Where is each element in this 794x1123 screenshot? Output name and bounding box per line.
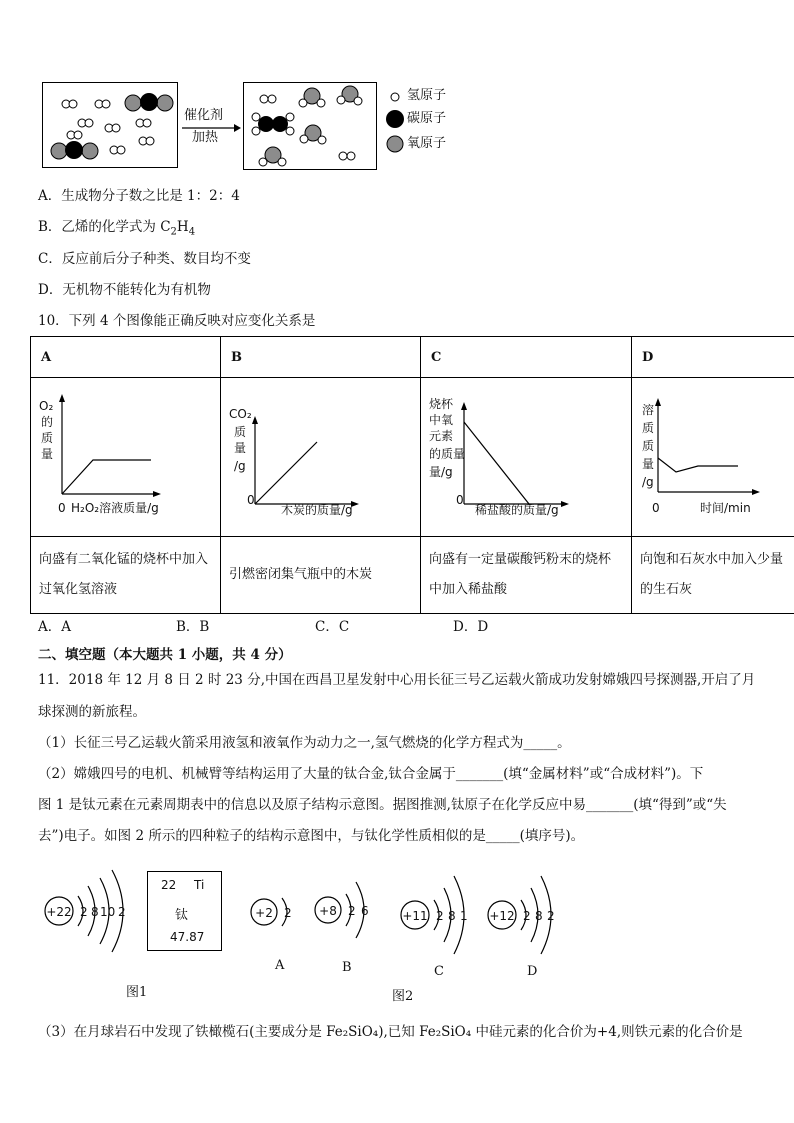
element-name: 钛 <box>175 908 189 923</box>
graph-b-svg <box>221 378 421 532</box>
fig2-particle-c <box>398 866 478 966</box>
q10-desc-a: 向盛有二氧化锰的烧杯中加入过氧化氢溶液 <box>31 537 221 614</box>
element-symbol: Ti <box>194 878 205 892</box>
svg-text:/g: /g <box>234 459 246 473</box>
q11-part3: （3）在月球岩石中发现了铁橄榄石(主要成分是 Fe₂SiO₄),已知 Fe₂SiO₄ 中硅元素的化合价为+4,则铁元素的化合价是 <box>38 1024 743 1040</box>
element-mass: 47.87 <box>170 930 205 944</box>
fig2-particle-d <box>484 866 564 966</box>
svg-text:量: 量 <box>41 447 54 461</box>
graph-a-curve <box>62 460 151 494</box>
element-number: 22 <box>161 878 177 892</box>
q10-answer-b: B．B <box>176 619 210 635</box>
fig1-ti-atom-structure <box>42 862 137 962</box>
graph-c <box>421 378 632 537</box>
q10-graph-row <box>31 378 794 537</box>
q10-answer-c: C．C <box>315 619 350 635</box>
products-box <box>243 82 377 170</box>
svg-text:0: 0 <box>456 493 464 507</box>
q11-stem-line2: 球探测的新旅程。 <box>38 704 146 720</box>
svg-text:/g: /g <box>642 475 654 489</box>
q11-part2-line1: （2）嫦娥四号的电机、机械臂等结构运用了大量的钛合金,钛合金属于_______(填“金属材料”或“合成材料”)。下 <box>38 766 704 782</box>
svg-text:中氧: 中氧 <box>429 413 454 427</box>
fig2-label-b: B <box>342 960 352 975</box>
svg-text:2: 2 <box>523 909 531 923</box>
graph-c-curve <box>464 422 529 504</box>
svg-text:量: 量 <box>234 441 247 455</box>
graph-a <box>31 378 221 537</box>
q11-part2-line3: 去”)电子。如图 2 所示的四种粒子的结构示意图中，与钛化学性质相似的是_____(填序号)。 <box>38 828 585 844</box>
atom-legend <box>385 86 475 156</box>
q9-option-a: A．生成物分子数之比是 1：2：4 <box>38 188 240 204</box>
fig2-label-a: A <box>275 958 285 973</box>
graph-d <box>632 378 794 537</box>
fig2-particle-b <box>310 872 380 952</box>
reactants-box <box>42 82 178 168</box>
svg-text:2: 2 <box>348 904 356 918</box>
section-title: 二、填空题（本大题共 1 小题，共 4 分） <box>38 647 292 663</box>
svg-text:2: 2 <box>118 905 126 919</box>
svg-text:量: 量 <box>642 457 655 471</box>
svg-text:元素: 元素 <box>429 429 454 443</box>
legend-item-hydrogen <box>385 86 475 108</box>
fig1-caption: 图1 <box>126 985 148 1000</box>
q10-stem: 10．下列 4 个图像能正确反映对应变化关系是 <box>38 313 316 329</box>
svg-text:2: 2 <box>284 906 292 920</box>
q9-option-d: D．无机物不能转化为有机物 <box>38 282 211 298</box>
q10-header-a: A <box>31 337 221 378</box>
svg-text:CO₂: CO₂ <box>229 407 252 421</box>
svg-text:O₂: O₂ <box>39 399 54 413</box>
reactants-molecules <box>43 83 177 167</box>
svg-text:溶: 溶 <box>642 403 655 417</box>
q9-option-c: C．反应前后分子种类、数目均不变 <box>38 251 251 267</box>
fig2-label-d: D <box>527 964 538 979</box>
q11-part1: （1）长征三号乙运载火箭采用液氢和液氧作为动力之一,氢气燃烧的化学方程式为_____。 <box>38 735 571 751</box>
q10-header-b: B <box>221 337 421 378</box>
q10-header-c: C <box>421 337 632 378</box>
svg-text:量/g: 量/g <box>429 465 453 479</box>
svg-text:质: 质 <box>642 439 655 453</box>
q10-header-row <box>31 337 794 378</box>
svg-text:0: 0 <box>652 501 660 515</box>
arrow-condition-bottom: 加热 <box>192 130 219 145</box>
legend-label: 碳原子 <box>407 111 447 126</box>
svg-text:的: 的 <box>41 415 54 429</box>
svg-text:质: 质 <box>234 425 247 439</box>
q10-desc-c: 向盛有一定量碳酸钙粉末的烧杯中加入稀盐酸 <box>421 537 632 614</box>
graph-d-svg <box>632 378 794 532</box>
svg-text:2: 2 <box>80 905 88 919</box>
q10-description-row <box>31 537 794 614</box>
svg-text:木炭的质量/g: 木炭的质量/g <box>281 503 353 517</box>
svg-text:6: 6 <box>361 904 369 918</box>
svg-text:+22: +22 <box>46 905 72 919</box>
svg-text:8: 8 <box>535 909 543 923</box>
svg-text:+2: +2 <box>255 906 273 920</box>
arrow-condition-top: 催化剂 <box>184 108 224 123</box>
hydrogen-atom-icon <box>388 90 402 104</box>
q11-part2-line2: 图 1 是钛元素在元素周期表中的信息以及原子结构示意图。据图推测,钛原子在化学反应中易_______(填“得到”或“失 <box>38 797 727 813</box>
svg-text:稀盐酸的质量/g: 稀盐酸的质量/g <box>475 503 559 517</box>
svg-text:时间/min: 时间/min <box>700 501 751 515</box>
q10-desc-b: 引燃密闭集气瓶中的木炭 <box>221 537 421 614</box>
q9-option-b: B．乙烯的化学式为 $C_2H_4$ <box>38 219 196 238</box>
svg-text:的质量: 的质量 <box>429 447 466 461</box>
graph-c-svg <box>421 378 632 532</box>
svg-text:8: 8 <box>448 909 456 923</box>
products-molecules <box>244 83 376 169</box>
graph-d-curve <box>658 458 738 472</box>
svg-text:+12: +12 <box>489 909 515 923</box>
q10-answer-d: D．D <box>453 619 489 635</box>
fig1-element-card <box>147 871 222 951</box>
svg-text:质: 质 <box>642 421 655 435</box>
legend-item-oxygen <box>385 132 475 156</box>
svg-text:1: 1 <box>460 909 468 923</box>
q11-stem-line1: 11．2018 年 12 月 8 日 2 时 23 分,中国在西昌卫星发射中心用长征三号乙运载火箭成功发射嫦娥四号探测器,开启了月 <box>38 672 756 688</box>
q10-answer-a: A．A <box>38 619 71 635</box>
fig2-particle-a <box>246 888 296 938</box>
svg-text:0: 0 <box>247 493 255 507</box>
svg-text:H₂O₂溶液质量/g: H₂O₂溶液质量/g <box>71 501 159 515</box>
svg-text:8: 8 <box>91 905 99 919</box>
svg-text:2: 2 <box>547 909 555 923</box>
svg-text:0: 0 <box>58 501 66 515</box>
graph-a-svg <box>31 378 221 532</box>
legend-label: 氧原子 <box>407 136 447 151</box>
svg-text:2: 2 <box>436 909 444 923</box>
svg-text:+8: +8 <box>319 904 337 918</box>
svg-text:+11: +11 <box>402 909 428 923</box>
legend-item-carbon <box>385 108 475 132</box>
legend-label: 氢原子 <box>407 88 447 103</box>
graph-b-curve <box>255 442 317 504</box>
svg-text:10: 10 <box>100 905 116 919</box>
carbon-atom-icon <box>385 109 405 129</box>
q10-desc-d: 向饱和石灰水中加入少量的生石灰 <box>632 537 794 614</box>
q10-table <box>30 336 794 614</box>
q10-header-d: D <box>632 337 794 378</box>
oxygen-atom-icon <box>385 134 405 154</box>
svg-text:烧杯: 烧杯 <box>429 397 454 411</box>
svg-text:质: 质 <box>41 431 54 445</box>
graph-b <box>221 378 421 537</box>
fig2-label-c: C <box>434 964 444 979</box>
fig2-caption: 图2 <box>392 989 414 1004</box>
